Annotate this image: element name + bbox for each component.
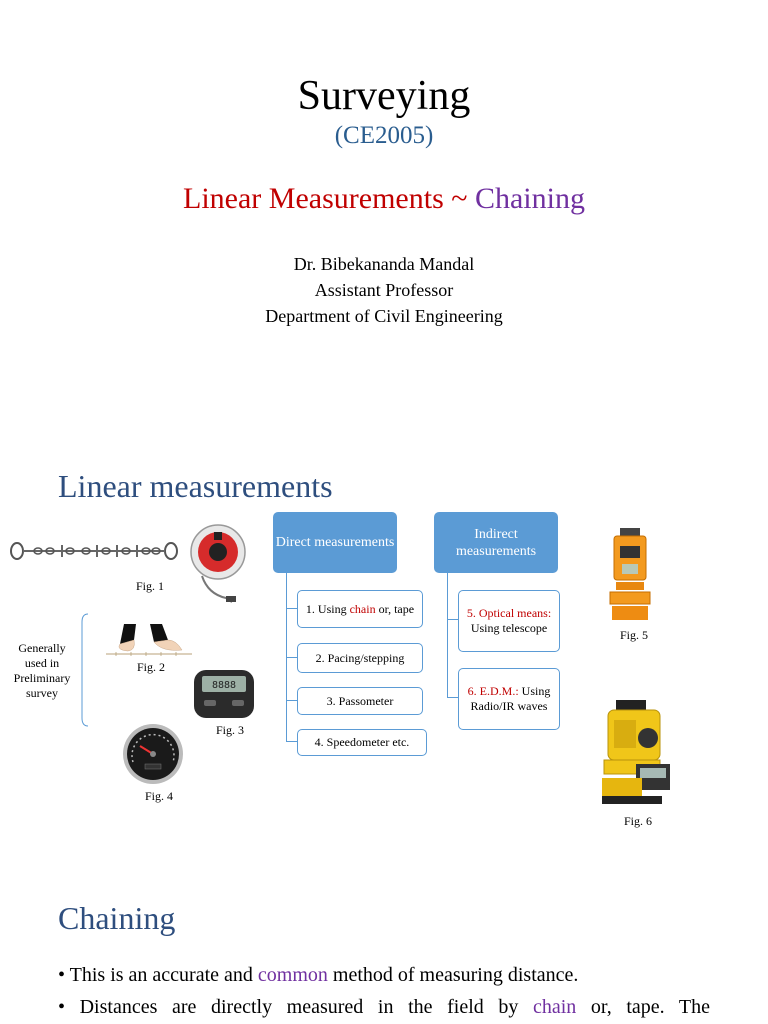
indirect-measurements-header: Indirect measurements [434,512,558,573]
connector-5 [447,619,458,620]
bullet-text: This is an accurate and [69,964,258,986]
bullet-text: method of measuring distance. [327,964,579,986]
bullet-text: Distances are directly measured in the field by [79,996,533,1018]
theodolite-image [606,526,656,624]
fig3-caption: Fig. 3 [216,723,245,737]
subtitle-part-chaining: Chaining [474,182,585,215]
subtitle-part-linear: Linear Measurements [183,182,444,215]
tape-reel-image [188,524,250,606]
speedometer-image [120,722,186,786]
connector-2 [286,657,297,658]
fig6-caption: Fig. 6 [624,814,653,828]
connector-6 [447,697,458,698]
author-name: Dr. Bibekananda Mandal [293,254,475,274]
fig5-caption: Fig. 5 [620,628,649,642]
section-title-linear-measurements: Linear measurements [58,468,333,504]
author-position: Assistant Professor [314,280,454,300]
item-text: or, tape [375,601,415,616]
bracket [76,612,90,728]
bullet-text: or, tape. The [576,996,710,1018]
total-station-image [596,698,676,808]
connector-1 [286,608,297,609]
subtitle-separator: ~ [443,182,475,215]
bullet-directly-measured: • Distances are directly measured in the field by chain or, tape. The [58,996,710,1018]
slide-title: Surveying [297,73,471,119]
bullet-highlight: chain [532,996,577,1018]
chain-image [8,536,180,566]
item-highlight: 5. Optical means: [466,606,552,620]
item-text: Using [518,684,551,698]
bullet-highlight: common [257,964,328,986]
bullet-accurate-method: • This is an accurate and common method of measuring distance. [58,964,579,986]
fig2-caption: Fig. 2 [137,660,166,674]
item-text: 1. Using [305,601,350,616]
direct-item-speedometer: 4. Speedometer etc. [297,729,427,756]
connector-3 [286,700,297,701]
indirect-item-optical [458,590,560,652]
course-code: (CE2005) [334,122,434,149]
fig1-caption: Fig. 1 [136,579,165,593]
indirect-item-edm [458,668,560,730]
item-text: Using telescope [470,621,548,635]
author-department: Department of Civil Engineering [265,306,503,326]
item-highlight: chain [349,601,376,616]
bracket-note: Generally used in Preliminary survey [13,641,71,700]
pacing-feet-image [106,622,192,658]
direct-measurements-header: Direct measurements [273,512,397,573]
slide-subtitle [0,182,768,216]
indirect-connector [447,573,448,697]
direct-item-chain-tape [297,590,423,628]
section-title-chaining: Chaining [58,900,176,936]
fig4-caption: Fig. 4 [145,789,174,803]
passometer-image [192,668,256,720]
connector-4 [286,741,297,742]
direct-item-pacing: 2. Pacing/stepping [297,643,423,673]
item-highlight: 6. E.D.M.: [467,684,519,698]
svg-text:8888: 8888 [211,680,237,691]
item-text: Radio/IR waves [470,699,548,713]
direct-item-passometer: 3. Passometer [297,687,423,715]
